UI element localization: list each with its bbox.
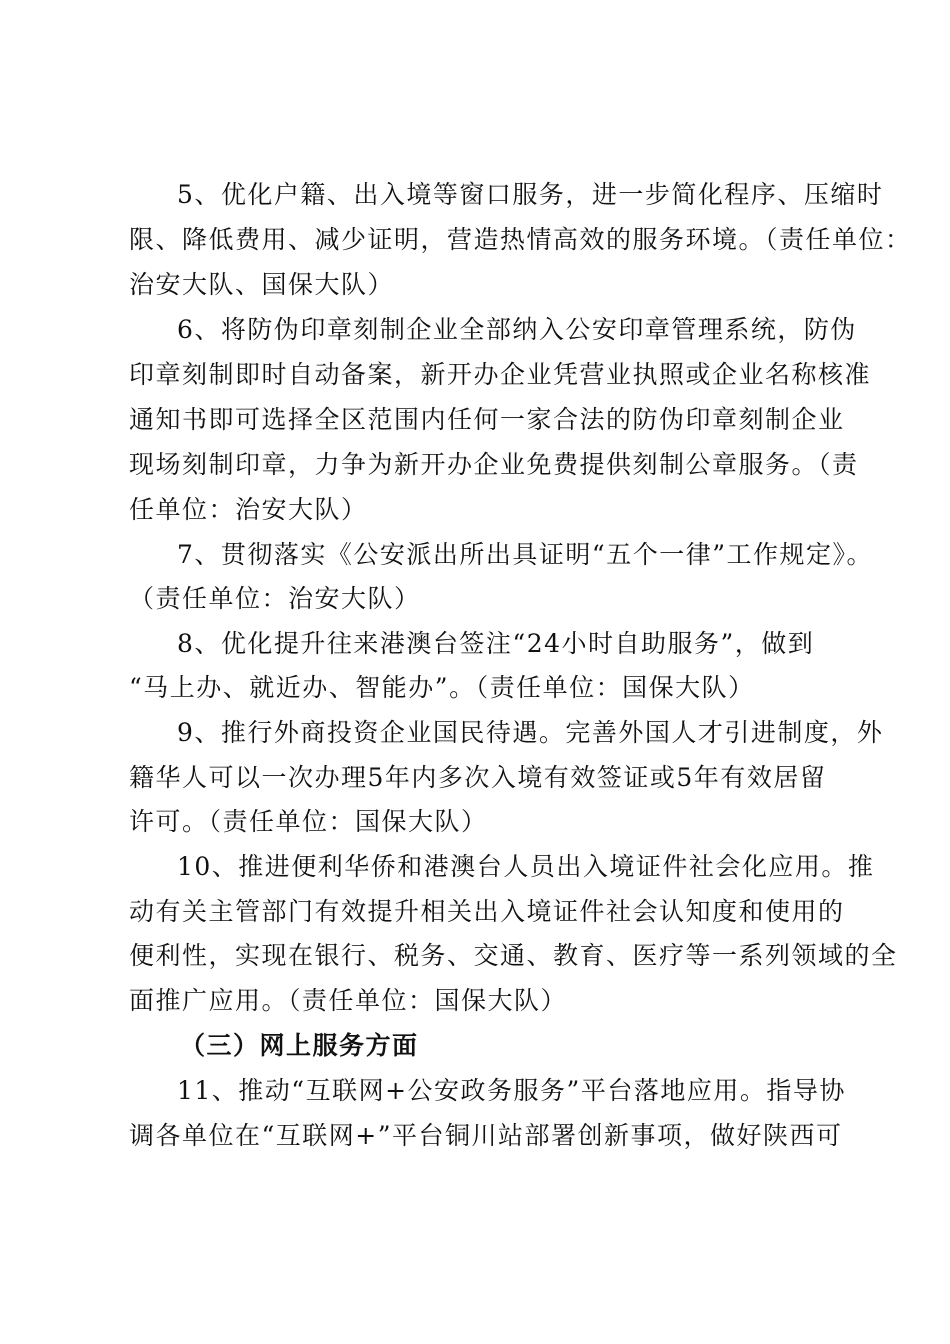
paragraph-8-line-1: 8、优化提升往来港澳台签注“24小时自助服务”，做到 — [177, 629, 815, 658]
section-heading: （三）网上服务方面 — [180, 1031, 419, 1060]
paragraph-6-line-3: 通知书即可选择全区范围内任何一家合法的防伪印章刻制企业 — [129, 405, 845, 434]
paragraph-8-line-2: “马上办、就近办、智能办”。（责任单位：国保大队） — [129, 673, 755, 702]
paragraph-11-line-1: 11、推动“互联网+公安政务服务”平台落地应用。指导协 — [177, 1076, 846, 1105]
paragraph-6-line-2: 印章刻制即时自动备案，新开办企业凭营业执照或企业名称核准 — [129, 360, 872, 389]
paragraph-7-line-2: （责任单位：治安大队） — [129, 584, 421, 613]
paragraph-6-line-4: 现场刻制印章，力争为新开办企业免费提供刻制公章服务。（责 — [129, 450, 859, 479]
paragraph-9-line-1: 9、推行外商投资企业国民待遇。完善外国人才引进制度，外 — [177, 718, 884, 747]
paragraph-5-line-1: 5、优化户籍、出入境等窗口服务，进一步简化程序、压缩时 — [177, 180, 884, 209]
paragraph-9-line-3: 许可。（责任单位：国保大队） — [129, 807, 488, 836]
paragraph-7-line-1: 7、贯彻落实《公安派出所出具证明“五个一律”工作规定》。 — [177, 540, 873, 569]
paragraph-5-line-2: 限、降低费用、减少证明，营造热情高效的服务环境。（责任单位： — [129, 225, 912, 254]
paragraph-6-line-1: 6、将防伪印章刻制企业全部纳入公安印章管理系统，防伪 — [177, 315, 857, 344]
paragraph-6-line-5: 任单位：治安大队） — [129, 495, 368, 524]
paragraph-10-line-4: 面推广应用。（责任单位：国保大队） — [129, 986, 568, 1015]
paragraph-9-line-2: 籍华人可以一次办理5年内多次入境有效签证或5年有效居留 — [129, 763, 827, 792]
paragraph-10-line-2: 动有关主管部门有效提升相关出入境证件社会认知度和使用的 — [129, 897, 845, 926]
paragraph-11-line-2: 调各单位在“互联网+”平台铜川站部署创新事项，做好陕西可 — [129, 1121, 843, 1150]
paragraph-5-line-3: 治安大队、国保大队） — [129, 270, 395, 299]
paragraph-10-line-3: 便利性，实现在银行、税务、交通、教育、医疗等一系列领域的全 — [129, 941, 898, 970]
paragraph-10-line-1: 10、推进便利华侨和港澳台人员出入境证件社会化应用。推 — [177, 852, 875, 881]
